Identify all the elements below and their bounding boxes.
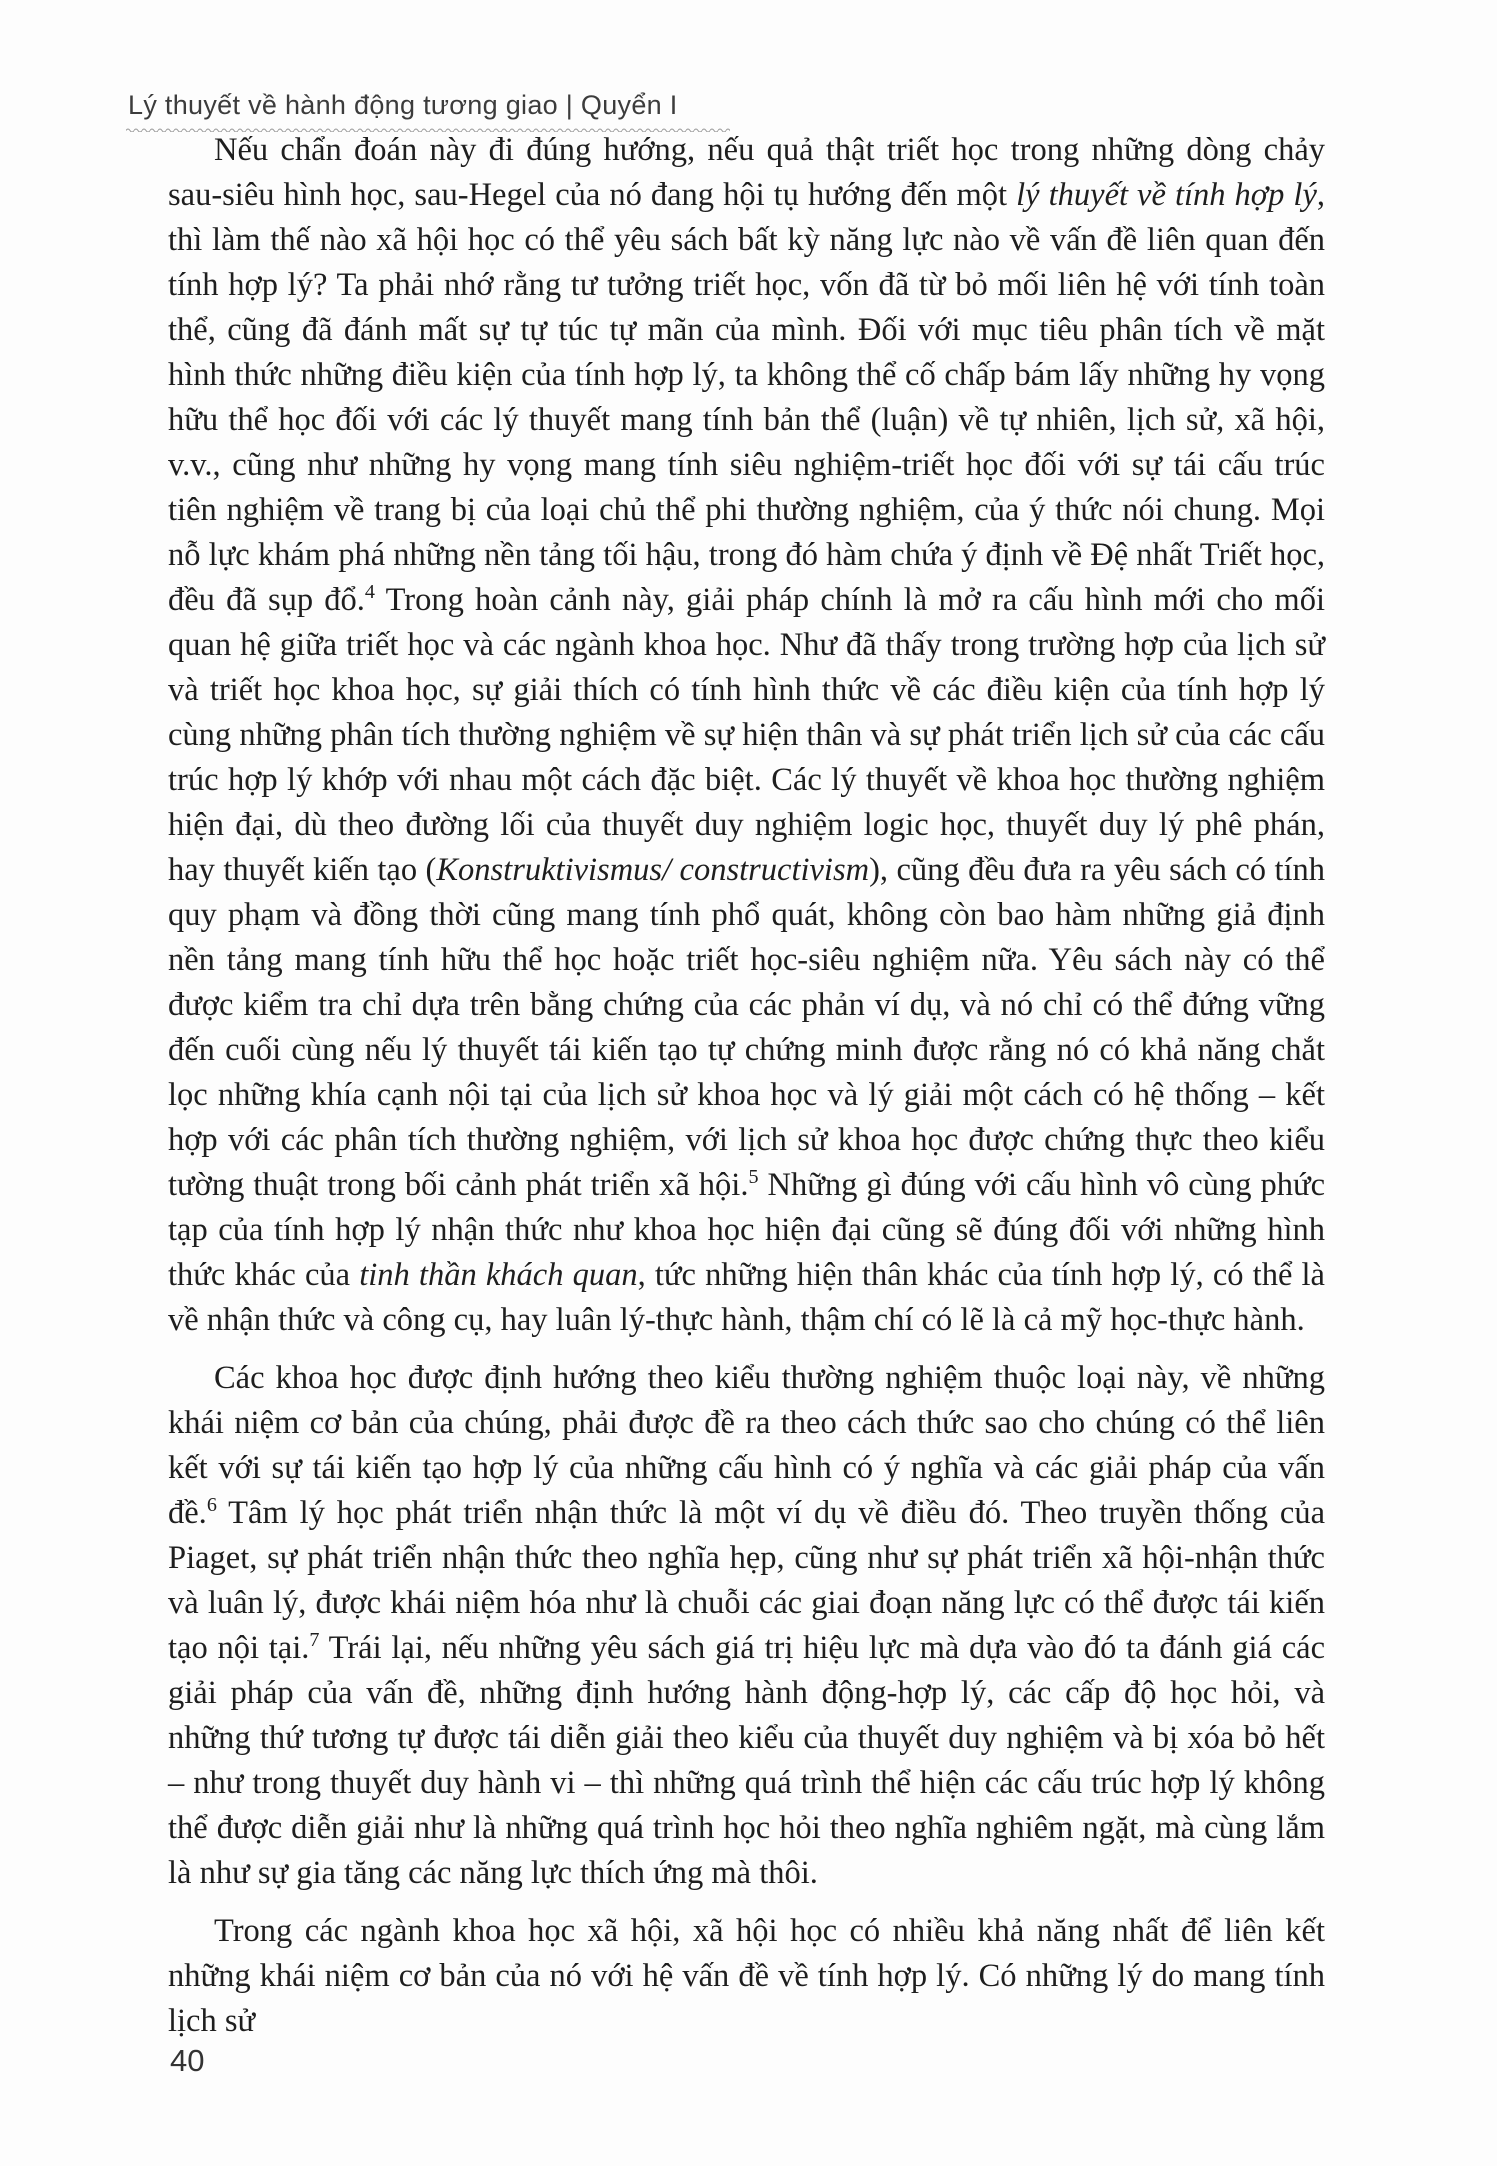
page-number: 40 bbox=[170, 2043, 205, 2078]
footnote-marker: 4 bbox=[364, 581, 375, 604]
paragraph: Nếu chẩn đoán này đi đúng hướng, nếu quả thật triết học trong những dòng chảy sau-siêu hình học, sau-Hegel của nó đang hội tụ hướng đến một lý thuyết về tính hợp lý, thì làm thế nào xã hội học có thể yêu sách bất kỳ năng lực nào về vấn đề liên quan đến tính hợp lý? Ta phải nhớ rằng tư tưởng triết học, vốn đã từ bỏ mối liên hệ với tính toàn thể, cũng đã đánh mất sự tự túc tự mãn của mình. Đối với mục tiêu phân tích về mặt hình thức những điều kiện của tính hợp lý, ta không thể cố chấp bám lấy những hy vọng hữu thể học đối với các lý thuyết mang tính bản thể (luận) về tự nhiên, lịch sử, xã hội, v.v., cũng như những hy vọng mang tính siêu nghiệm-triết học đối với sự tái cấu trúc tiên nghiệm về trang bị của loại chủ thể phi thường nghiệm, của ý thức nói chung. Mọi nỗ lực khám phá những nền tảng tối hậu, trong đó hàm chứa ý định về Đệ nhất Triết học, đều đã sụp đổ.$^4$ Trong hoàn cảnh này, giải pháp chính là mở ra cấu hình mới cho mối quan hệ giữa triết học và các ngành khoa học. Như đã thấy trong trường hợp của lịch sử và triết học khoa học, sự giải thích có tính hình thức về các điều kiện của tính hợp lý cùng những phân tích thường nghiệm về sự hiện thân và sự phát triển lịch sử của các cấu trúc hợp lý khớp với nhau một cách đặc biệt. Các lý thuyết về khoa học thường nghiệm hiện đại, dù theo đường lối của thuyết duy nghiệm logic học, thuyết duy lý phê phán, hay thuyết kiến tạo (Konstruktivismus/ constructivism), cũng đều đưa ra yêu sách có tính quy phạm và đồng thời cũng mang tính phổ quát, không còn bao hàm những giả định nền tảng mang tính hữu thể học hoặc triết học-siêu nghiệm nữa. Yêu sách này có thể được kiểm tra chỉ dựa trên bằng chứng của các phản ví dụ, và nó chỉ có thể đứng vững đến cuối cùng nếu lý thuyết tái kiến tạo tự chứng minh được rằng nó có khả năng chắt lọc những khía cạnh nội tại của lịch sử khoa học và lý giải một cách có hệ thống – kết hợp với các phân tích thường nghiệm, với lịch sử khoa học được chứng thực theo kiểu tường thuật trong bối cảnh phát triển xã hội.$^5$ Những gì đúng với cấu hình vô cùng phức tạp của tính hợp lý nhận thức như khoa học hiện đại cũng sẽ đúng đối với những hình thức khác của tinh thần khách quan, tức những hiện thân khác của tính hợp lý, có thể là về nhận thức và công cụ, hay luân lý-thực hành, thậm chí có lẽ là cả mỹ học-thực hành. bbox=[168, 132, 1325, 1338]
italic-run: tinh thần khách quan bbox=[359, 1257, 638, 1293]
body-text bbox=[168, 128, 1325, 2057]
footnote-marker: 6 bbox=[206, 1494, 217, 1517]
paragraph: Trong các ngành khoa học xã hội, xã hội học có nhiều khả năng nhất để liên kết những khái niệm cơ bản của nó với hệ vấn đề về tính hợp lý. Có những lý do mang tính lịch sử bbox=[168, 1913, 1325, 2039]
footnote-marker: 7 bbox=[309, 1629, 320, 1652]
running-header: Lý thuyết về hành động tương giao | Quyển I bbox=[128, 90, 678, 120]
footnote-marker: 5 bbox=[748, 1166, 759, 1189]
italic-run: Konstruktivismus/ constructivism bbox=[436, 852, 870, 888]
italic-run: lý thuyết về tính hợp lý bbox=[1016, 177, 1317, 213]
paragraph: Các khoa học được định hướng theo kiểu thường nghiệm thuộc loại này, về những khái niệm cơ bản của chúng, phải được đề ra theo cách thức sao cho chúng có thể liên kết với sự tái kiến tạo hợp lý của những cấu hình có ý nghĩa và các giải pháp của vấn đề.$^6$ Tâm lý học phát triển nhận thức là một ví dụ về điều đó. Theo truyền thống của Piaget, sự phát triển nhận thức theo nghĩa hẹp, cũng như sự phát triển xã hội-nhận thức và luân lý, được khái niệm hóa như là chuỗi các giai đoạn năng lực có thể được tái kiến tạo nội tại.$^7$ Trái lại, nếu những yêu sách giá trị hiệu lực mà dựa vào đó ta đánh giá các giải pháp của vấn đề, những định hướng hành động-hợp lý, các cấp độ học hỏi, và những thứ tương tự được tái diễn giải theo kiểu của thuyết duy nghiệm và bị xóa bỏ hết – như trong thuyết duy hành vi – thì những quá trình thể hiện các cấu trúc hợp lý không thể được diễn giải như là những quá trình học hỏi theo nghĩa nghiêm ngặt, mà cùng lắm là như sự gia tăng các năng lực thích ứng mà thôi. bbox=[168, 1360, 1325, 1891]
